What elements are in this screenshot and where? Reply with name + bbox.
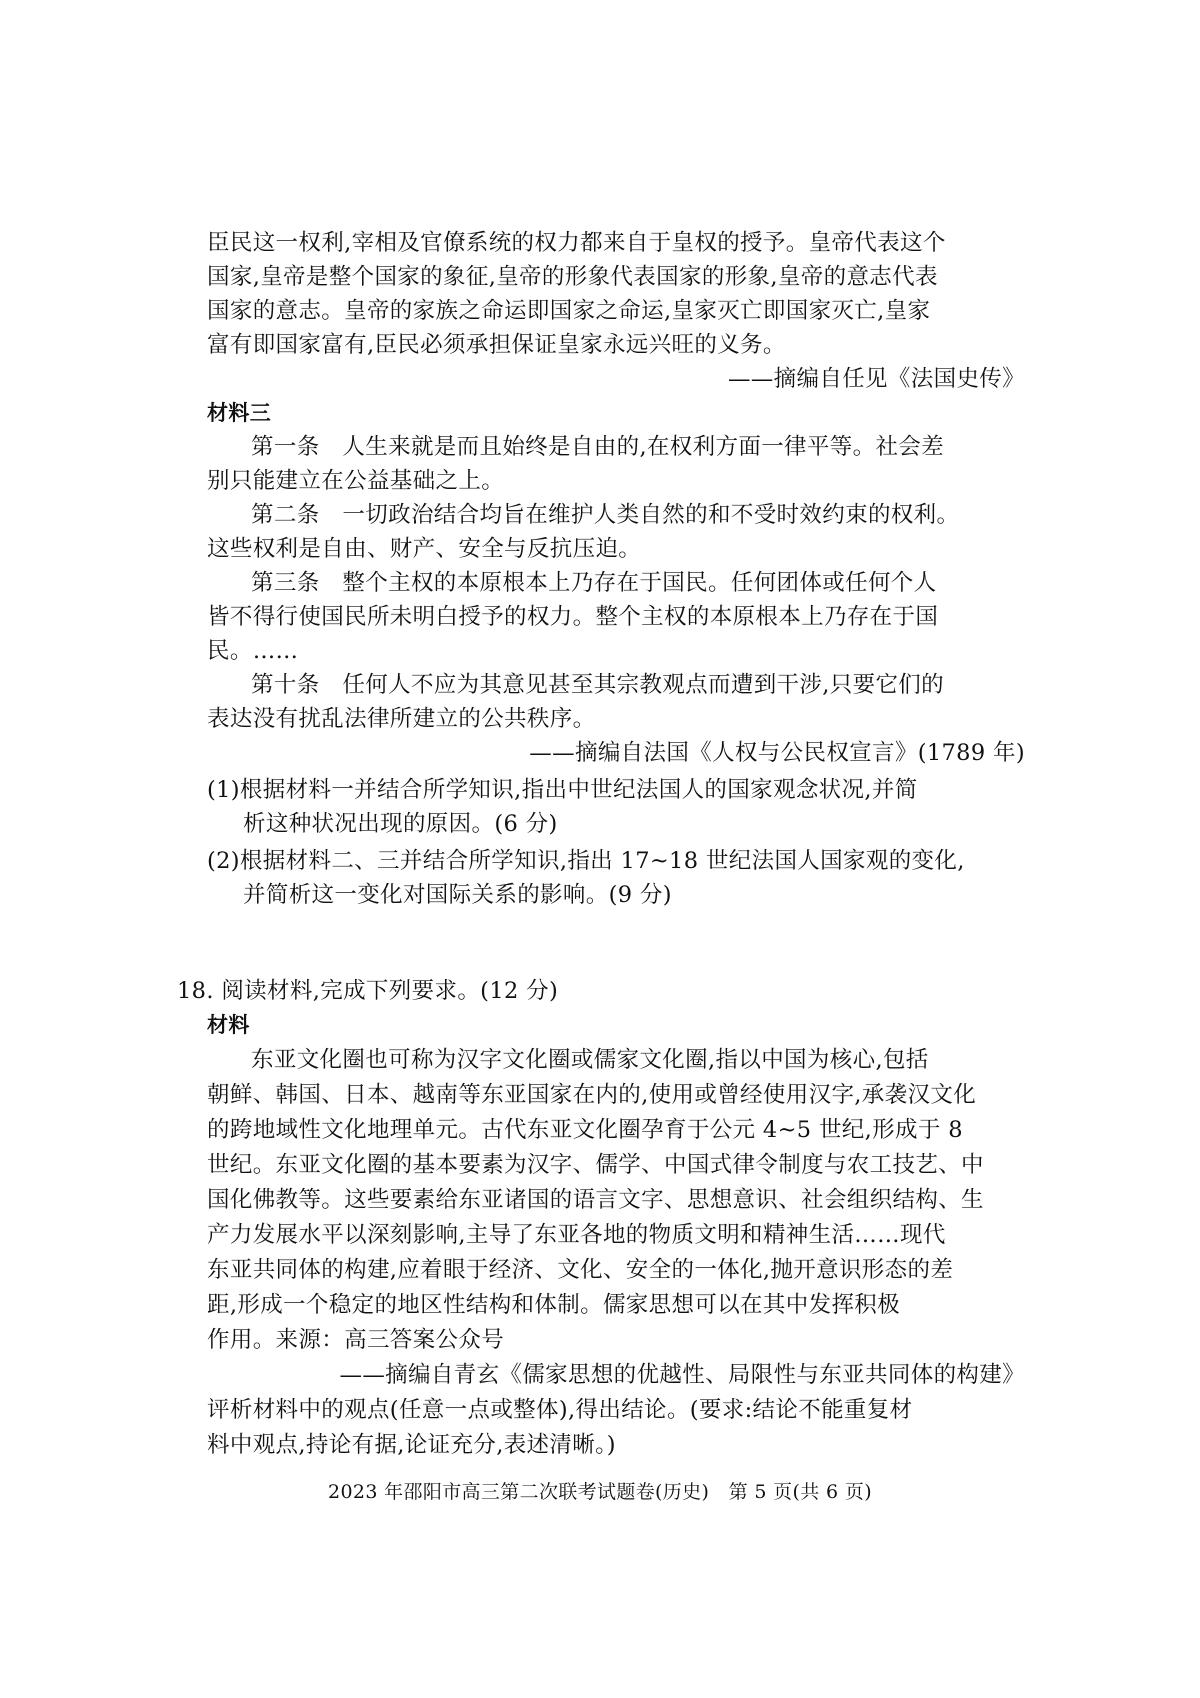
section-heading: 材料	[207, 1013, 250, 1037]
body-text-line: 第三条 整个主权的本原根本上乃存在于国民。任何团体或任何个人	[251, 570, 937, 596]
body-text-line: 产力发展水平以深刻影响,主导了东亚各地的物质文明和精神生活……现代	[207, 1222, 946, 1248]
body-text-line: 国家的意志。皇帝的家族之命运即国家之命运,皇家灭亡即国家灭亡,皇家	[207, 298, 931, 324]
source-citation: ——摘编自任见《法国史传》	[727, 366, 1025, 392]
body-text-line: 别只能建立在公益基础之上。	[207, 468, 505, 494]
question-item-continuation: 析这种状况出现的原因。(6 分)	[243, 811, 558, 837]
page-footer: 2023 年邵阳市高三第二次联考试题卷(历史) 第 5 页(共 6 页)	[328, 1481, 872, 1503]
body-text-line: 富有即国家富有,臣民必须承担保证皇家永远兴旺的义务。	[207, 332, 786, 358]
body-text-line: 距,形成一个稳定的地区性结构和体制。儒家思想可以在其中发挥积极	[207, 1292, 901, 1318]
body-text-line: 世纪。东亚文化圈的基本要素为汉字、儒学、中国式律令制度与农工技艺、中	[207, 1152, 984, 1178]
question-prompt: 料中观点,持论有据,论证充分,表述清晰。)	[207, 1432, 616, 1458]
body-text-line: 民。……	[207, 638, 299, 664]
body-text-line: 作用。来源：高三答案公众号	[207, 1327, 505, 1353]
body-text-line: 国化佛教等。这些要素给东亚诸国的语言文字、思想意识、社会组织结构、生	[207, 1187, 984, 1213]
body-text-line: 国家,皇帝是整个国家的象征,皇帝的形象代表国家的形象,皇帝的意志代表	[207, 264, 938, 290]
question-title: 18. 阅读材料,完成下列要求。(12 分)	[177, 978, 559, 1004]
section-heading: 材料三	[207, 401, 272, 425]
source-citation: ——摘编自青玄《儒家思想的优越性、局限性与东亚共同体的构建》	[339, 1362, 1025, 1388]
body-text-line: 皆不得行使国民所未明白授予的权力。整个主权的本原根本上乃存在于国	[207, 604, 939, 630]
body-text-line: 东亚文化圈也可称为汉字文化圈或儒家文化圈,指以中国为核心,包括	[251, 1047, 929, 1073]
body-text-line: 朝鲜、韩国、日本、越南等东亚国家在内的,使用或曾经使用汉字,承袭汉文化	[207, 1082, 977, 1108]
body-text-line: 这些权利是自由、财产、安全与反抗压迫。	[207, 536, 642, 562]
body-text-line: 第一条 人生来就是而且始终是自由的,在权利方面一律平等。社会差	[251, 434, 945, 460]
source-citation: ——摘编自法国《人权与公民权宣言》(1789 年)	[529, 740, 1025, 766]
question-item-continuation: 并简析这一变化对国际关系的影响。(9 分)	[243, 882, 672, 908]
body-text-line: 第十条 任何人不应为其意见甚至其宗教观点而遭到干涉,只要它们的	[251, 672, 945, 698]
body-text-line: 的跨地域性文化地理单元。古代东亚文化圈孕育于公元 4~5 世纪,形成于 8	[207, 1117, 963, 1143]
question-item: (2)根据材料二、三并结合所学知识,指出 17~18 世纪法国人国家观的变化,	[207, 848, 965, 874]
body-text-line: 表达没有扰乱法律所建立的公共秩序。	[207, 706, 596, 732]
body-text-line: 东亚共同体的构建,应着眼于经济、文化、安全的一体化,抛开意识形态的差	[207, 1257, 954, 1283]
question-item: (1)根据材料一并结合所学知识,指出中世纪法国人的国家观念状况,并简	[207, 777, 918, 803]
question-prompt: 评析材料中的观点(任意一点或整体),得出结论。(要求:结论不能重复材	[207, 1397, 913, 1423]
body-text-line: 臣民这一权利,宰相及官僚系统的权力都来自于皇权的授予。皇帝代表这个	[207, 230, 946, 256]
body-text-line: 第二条 一切政治结合均旨在维护人类自然的和不受时效约束的权利。	[251, 502, 960, 528]
